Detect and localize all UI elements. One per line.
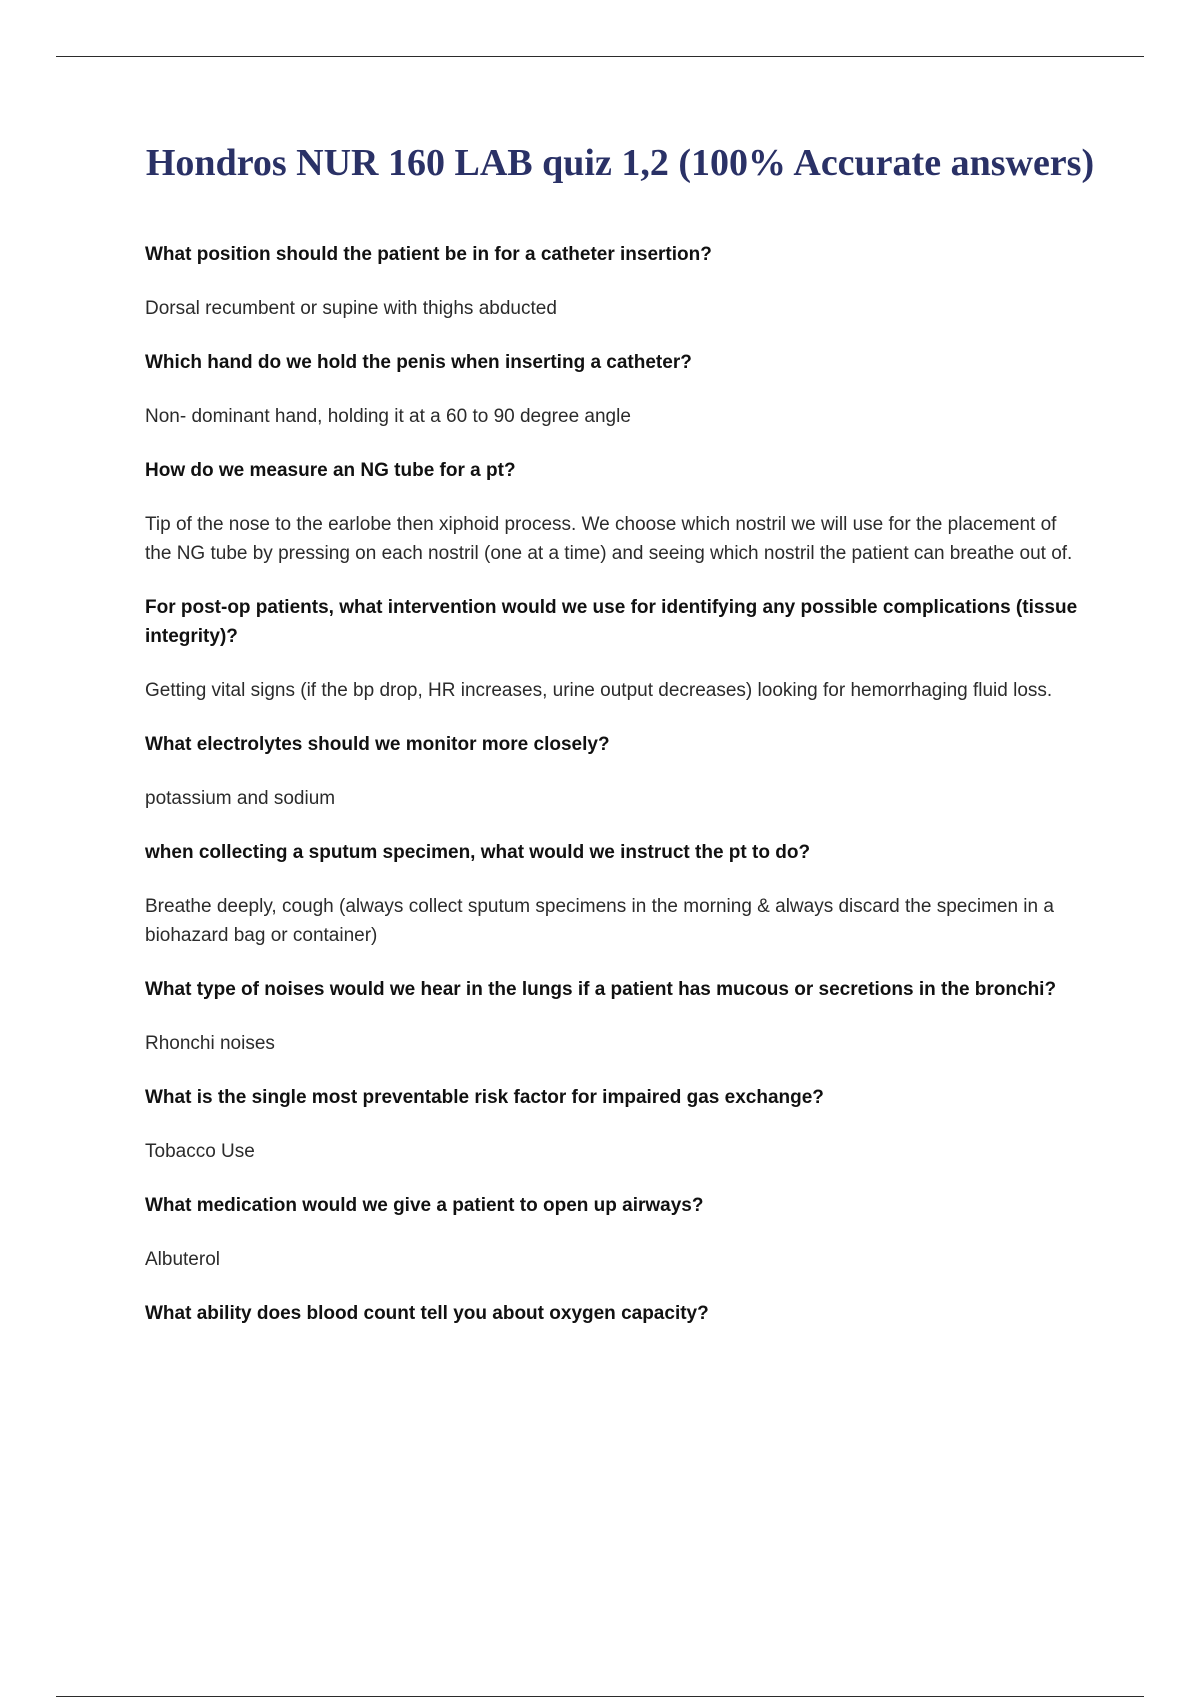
question-3: How do we measure an NG tube for a pt? [145, 460, 516, 481]
answer-8: Tobacco Use [145, 1141, 255, 1162]
answer-5: potassium and sodium [145, 788, 336, 809]
top-rule [56, 56, 1144, 57]
question-8: What is the single most preventable risk factor for impaired gas exchange? [145, 1087, 824, 1108]
answer-6: Breathe deeply, cough (always collect sputum specimens in the morning & always discard the specimen in a biohazard bag or container) [145, 896, 1054, 946]
question-7: What type of noises would we hear in the lungs if a patient has mucous or secretions in the bronchi? [145, 979, 1057, 1000]
question-6: when collecting a sputum specimen, what would we instruct the pt to do? [145, 842, 811, 863]
answer-7: Rhonchi noises [145, 1033, 275, 1054]
question-5: What electrolytes should we monitor more closely? [145, 734, 610, 755]
question-2: Which hand do we hold the penis when inserting a catheter? [145, 352, 692, 373]
bottom-rule [56, 1696, 1144, 1697]
answer-1: Dorsal recumbent or supine with thighs abducted [145, 298, 557, 319]
answer-9: Albuterol [145, 1249, 220, 1270]
qa-list [145, 240, 1085, 1353]
question-9: What medication would we give a patient to open up airways? [145, 1195, 704, 1216]
question-1: What position should the patient be in for a catheter insertion? [145, 244, 712, 265]
answer-3: Tip of the nose to the earlobe then xiphoid process. We choose which nostril we will use for the placement of the NG tube by pressing on each nostril (one at a time) and seeing which nostril the patient can breathe out of. [145, 514, 1073, 564]
answer-4: Getting vital signs (if the bp drop, HR increases, urine output decreases) looking for hemorrhaging fluid loss. [145, 680, 1053, 701]
question-10: What ability does blood count tell you about oxygen capacity? [145, 1303, 709, 1324]
document-title: Hondros NUR 160 LAB quiz 1,2 (100% Accurate answers) [145, 142, 1095, 184]
question-4: For post-op patients, what intervention would we use for identifying any possible complications (tissue integrity)? [145, 597, 1078, 647]
answer-2: Non- dominant hand, holding it at a 60 to 90 degree angle [145, 406, 631, 427]
